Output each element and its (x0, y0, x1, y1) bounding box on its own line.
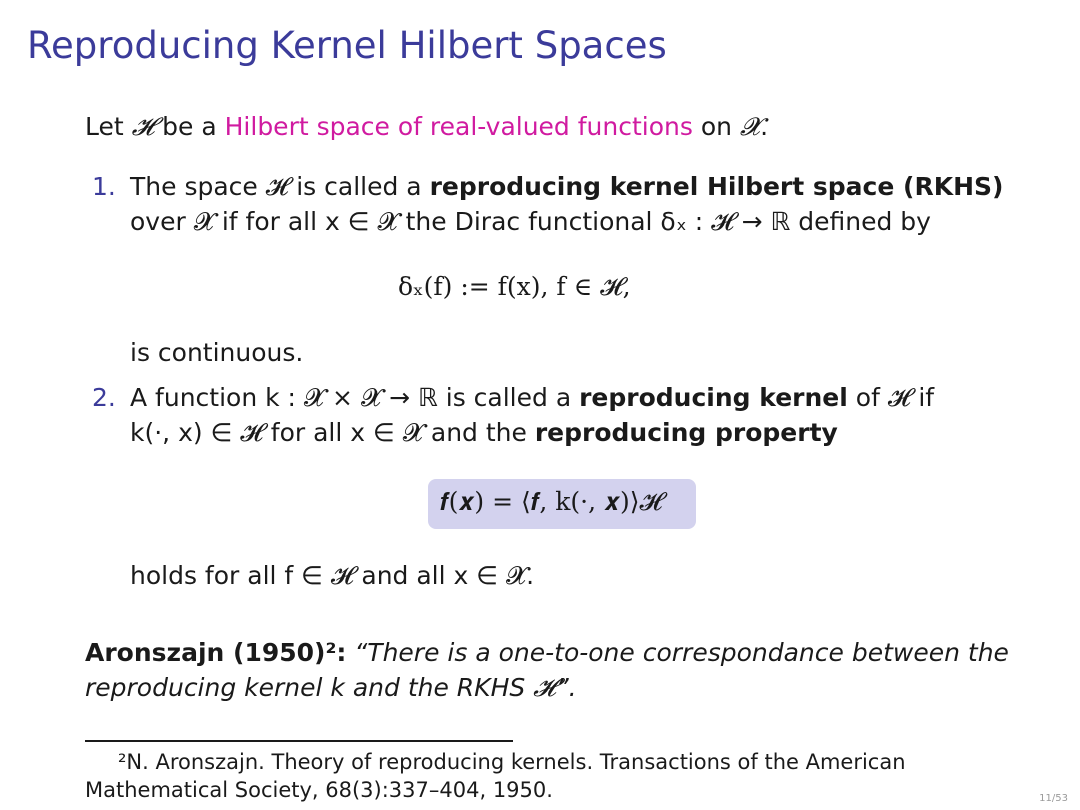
footnote-rule (85, 740, 513, 742)
footnote-line2: Mathematical Society, 68(3):337–404, 1950. (85, 778, 553, 802)
intro-let: Let (85, 112, 124, 141)
footnote-line1: ²N. Aronszajn. Theory of reproducing kernels. Transactions of the American (118, 750, 906, 774)
intro-highlight: Hilbert space of real-valued functions (224, 112, 693, 141)
intro-on: on (700, 112, 732, 141)
item1-line1-pre: The space 𝓗 is called a (130, 172, 422, 201)
quote-text-1: “There is a one-to-one correspondance between the (354, 638, 1009, 667)
intro-be-a: be a (162, 112, 217, 141)
intro-period: . (760, 112, 769, 141)
item2-line1 (130, 383, 934, 413)
item2-number: 2. (92, 383, 116, 412)
item2-line2 (130, 418, 838, 448)
item2-line2-pre: k(·, x) ∈ 𝓗 for all x ∈ 𝓧 and the (130, 418, 527, 447)
item2-line1-pre: A function k : 𝓧 × 𝓧 → ℝ is called a (130, 383, 572, 412)
item2-property-term: reproducing property (534, 418, 838, 447)
intro-line (85, 112, 768, 142)
item1-line1 (130, 172, 1003, 202)
quote-line1 (85, 638, 1009, 667)
quote-line2 (85, 673, 577, 703)
item1-line3: is continuous. (130, 338, 304, 367)
quote-author: Aronszajn (1950)²: (85, 638, 347, 667)
intro-h-symbol: 𝓗 (131, 112, 155, 141)
reproducing-property-equation: 𝒇(𝒙) = ⟨𝒇, k(·, 𝒙)⟩𝓗 (440, 487, 663, 516)
item1-number: 1. (92, 172, 116, 201)
page-number: 11/53 (1039, 793, 1068, 804)
item1-line2: over 𝓧 if for all x ∈ 𝓧 the Dirac functional δₓ : 𝓗 → ℝ defined by (130, 207, 931, 236)
reproducing-property-box (428, 479, 696, 529)
item2-kernel-term: reproducing kernel (579, 383, 848, 412)
item2-line1-post: of 𝓗 if (855, 383, 935, 412)
slide-title: Reproducing Kernel Hilbert Spaces (27, 24, 667, 67)
quote-text-2: reproducing kernel k and the RKHS 𝓗”. (85, 673, 577, 702)
item1-equation: δₓ(f) := f(x), f ∈ 𝓗, (398, 272, 631, 301)
item2-line3: holds for all f ∈ 𝓗 and all x ∈ 𝓧. (130, 561, 535, 590)
intro-x-symbol: 𝓧 (739, 112, 761, 141)
item1-rkhs-term: reproducing kernel Hilbert space (RKHS) (429, 172, 1004, 201)
